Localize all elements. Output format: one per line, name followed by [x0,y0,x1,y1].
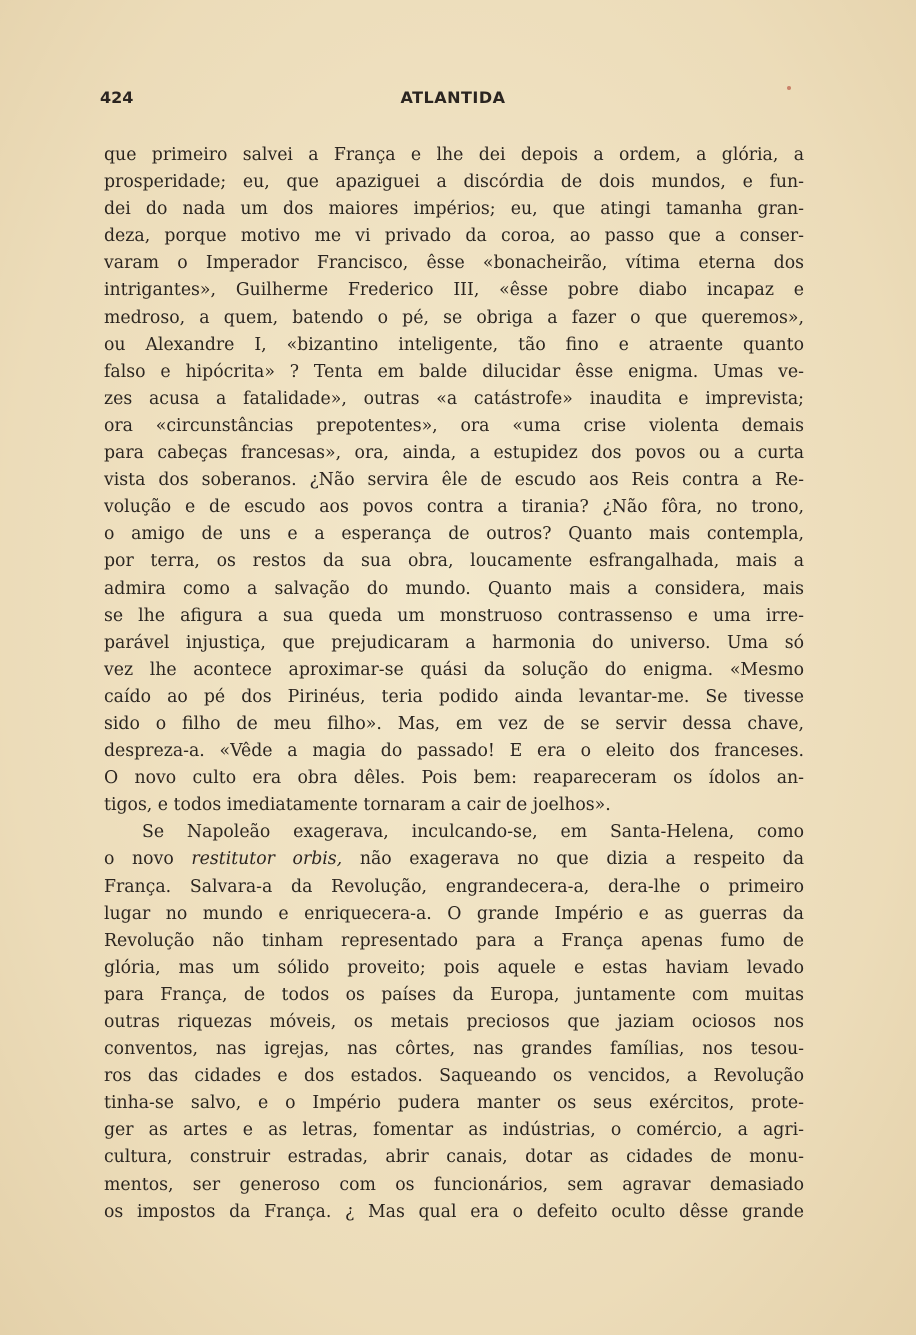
text-line: deza, porque motivo me vi privado da coroa, ao passo que a conser- [104,226,804,247]
text-line: dei do nada um dos maiores impérios; eu, que atingi tamanha gran- [104,199,804,220]
text-line: prosperidade; eu, que apaziguei a discórdia de dois mundos, e fun- [104,172,804,193]
text-line: ou Alexandre I, «bizantino inteligente, tão fino e atraente quanto [104,334,804,355]
text-segment: não exagerava no que dizia a respeito da [342,849,804,870]
text-line: que primeiro salvei a França e lhe dei depois a ordem, a glória, a [104,145,804,165]
text-line: tinha-se salvo, e o Império pudera manter os seus exércitos, prote- [104,1093,804,1114]
text-line: por terra, os restos da sua obra, loucamente esfrangalhada, mais a [104,551,804,572]
text-line: despreza-a. «Vêde a magia do passado! E era o eleito dos franceses. [104,741,804,762]
text-line: sido o filho de meu filho». Mas, em vez de se servir dessa chave, [104,713,804,734]
running-title: ATLANTIDA [400,88,506,107]
text-line: lugar no mundo e enriquecera-a. O grande Império e as guerras da [104,903,804,924]
text-line: caído ao pé dos Pirinéus, teria podido ainda levantar-me. Se tivesse [104,686,804,707]
text-line: Se Napoleão exagerava, inculcando-se, em Santa-Helena, como [142,822,804,843]
text-line: França. Salvara-a da Revolução, engrandecera-a, dera-lhe o primeiro [104,876,804,897]
text-line: volução e de escudo aos povos contra a tirania? ¿Não fôra, no trono, [104,497,804,518]
paragraph-2 [104,819,804,1225]
page-header [100,88,806,118]
text-line: glória, mas um sólido proveito; pois aquele e estas haviam levado [104,957,804,978]
text-line: tigos, e todos imediatamente tornaram a cair de joelhos». [104,795,611,816]
text-line: outras riquezas móveis, os metais preciosos que jaziam ociosos nos [104,1012,804,1032]
italic-phrase: restitutor orbis, [191,849,343,870]
text-line: cultura, construir estradas, abrir canais, dotar as cidades de monu- [104,1147,804,1168]
text-line: Revolução não tinham representado para a França apenas fumo de [104,930,804,951]
text-line: ger as artes e as letras, fomentar as indústrias, o comércio, a agri- [104,1120,804,1141]
text-line: vista dos soberanos. ¿Não servira êle de escudo aos Reis contra a Re- [104,470,804,491]
text-line: vez lhe acontece aproximar-se quási da solução do enigma. «Mesmo [104,659,804,680]
text-line: intrigantes», Guilherme Frederico III, «êsse pobre diabo incapaz e [104,280,804,301]
text-line: parável injustiça, que prejudicaram a harmonia do universo. Uma só [104,632,804,653]
text-line: os impostos da França. ¿ Mas qual era o defeito oculto dêsse grande [104,1201,804,1222]
text-line: O novo culto era obra dêles. Pois bem: reapareceram os ídolos an- [104,768,804,789]
text-line: o amigo de uns e a esperança de outros? Quanto mais contempla, [104,524,804,545]
paragraph-1 [104,142,804,819]
text-line: para França, de todos os países da Europa, juntamente com muitas [104,984,804,1005]
text-line: zes acusa a fatalidade», outras «a catástrofe» inaudita e imprevista; [104,388,804,409]
text-segment: o novo [104,849,192,870]
text-line-with-italic [104,846,804,873]
body-text [104,142,804,1226]
text-line: ros das cidades e dos estados. Saqueando os vencidos, a Revolução [104,1066,804,1087]
text-line: varam o Imperador Francisco, êsse «bonacheirão, vítima eterna dos [104,253,804,274]
text-line: mentos, ser generoso com os funcionários, sem agravar demasiado [104,1174,804,1195]
page-number: 424 [100,88,134,107]
text-line: falso e hipócrita» ? Tenta em balde dilucidar êsse enigma. Umas ve- [104,361,804,382]
text-line: se lhe afigura a sua queda um monstruoso contrassenso e uma irre- [104,605,804,626]
text-line: para cabeças francesas», ora, ainda, a estupidez dos povos ou a curta [104,443,804,464]
text-line: admira como a salvação do mundo. Quanto mais a considera, mais [104,578,804,599]
text-line: ora «circunstâncias prepotentes», ora «uma crise violenta demais [104,415,804,436]
text-line: conventos, nas igrejas, nas côrtes, nas grandes famílias, nos tesou- [104,1039,804,1060]
text-line: medroso, a quem, batendo o pé, se obriga a fazer o que queremos», [104,307,804,328]
